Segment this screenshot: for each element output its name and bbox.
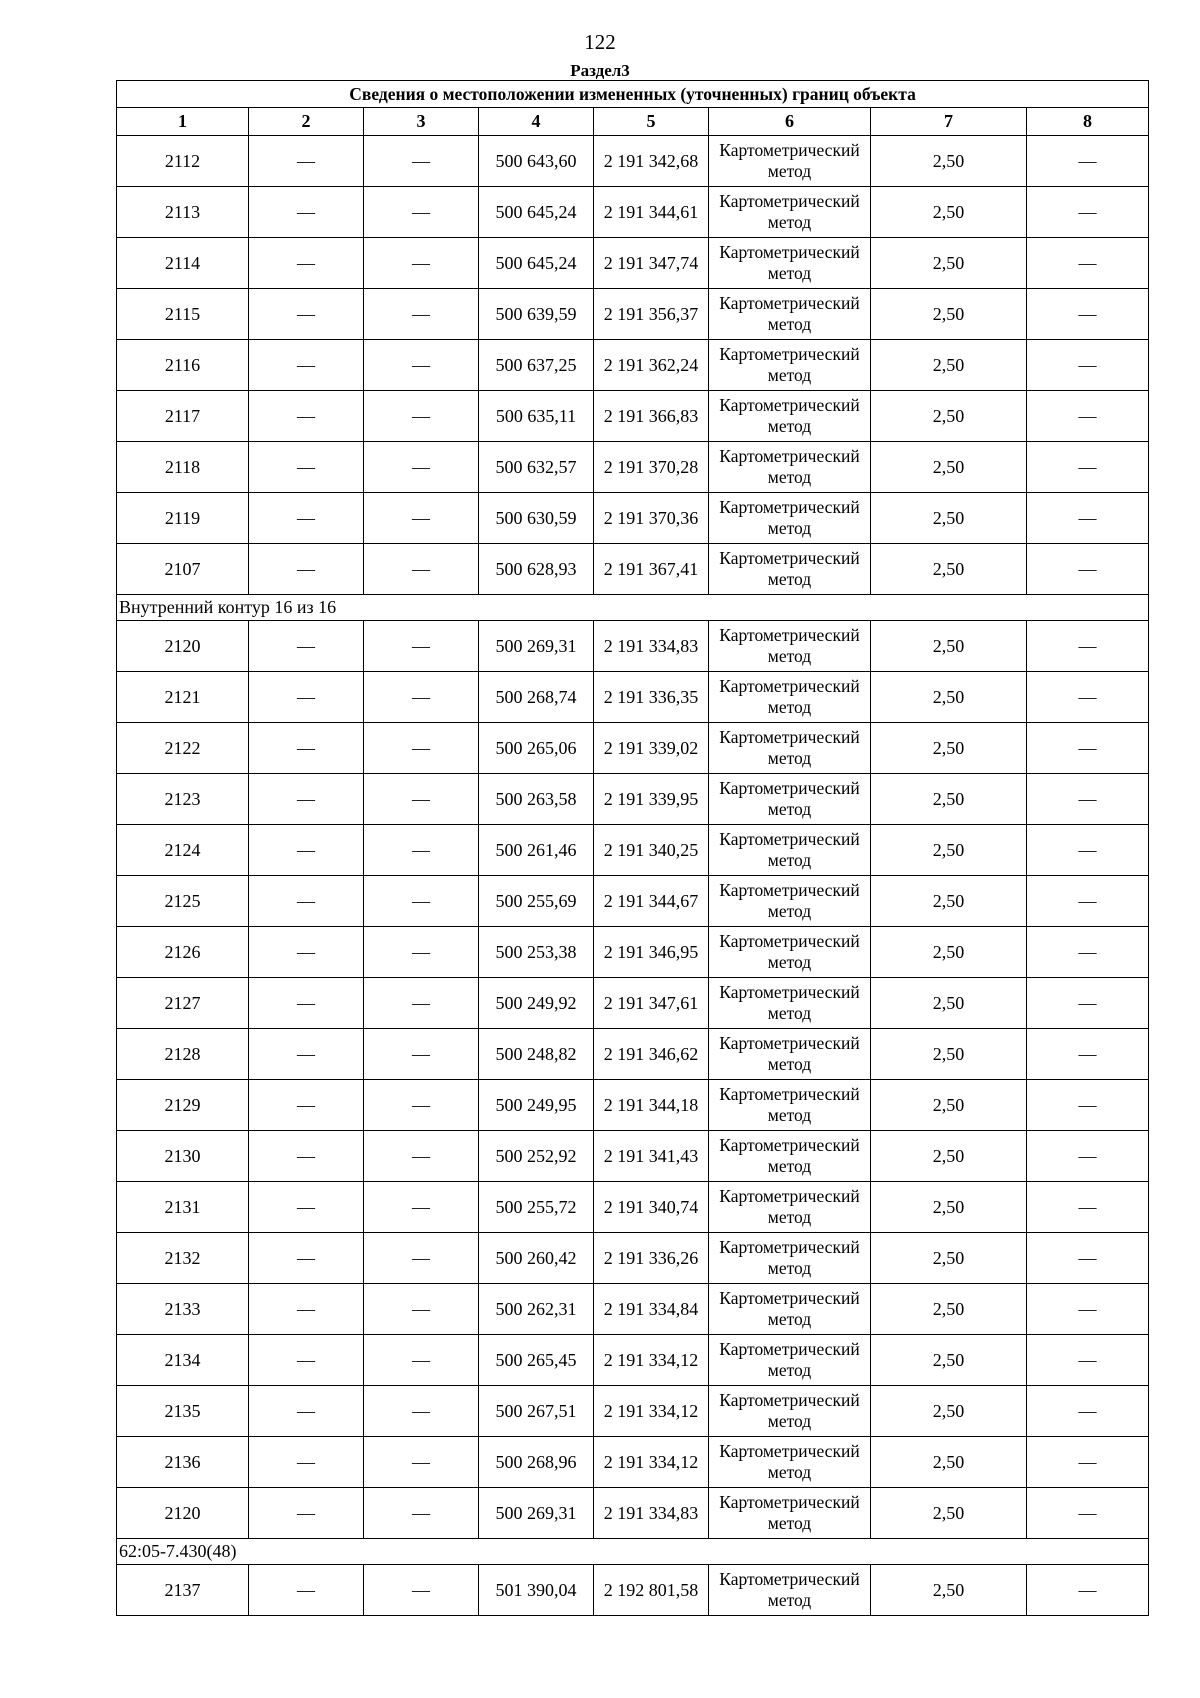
col2-cell: — [249,1437,364,1488]
col3-cell: — [364,1182,479,1233]
table-row [117,289,1149,340]
point-number-cell: 2127 [117,978,249,1029]
y-coordinate-cell: 2 191 347,74 [594,238,709,289]
col8-cell: — [1027,825,1149,876]
accuracy-cell: 2,50 [871,621,1027,672]
x-coordinate-cell: 500 269,31 [479,621,594,672]
table-row [117,1182,1149,1233]
x-coordinate-cell: 500 268,74 [479,672,594,723]
column-number: 6 [709,108,871,136]
accuracy-cell: 2,50 [871,187,1027,238]
col2-cell: — [249,621,364,672]
col3-cell: — [364,876,479,927]
col2-cell: — [249,1565,364,1616]
column-number: 2 [249,108,364,136]
x-coordinate-cell: 500 255,69 [479,876,594,927]
x-coordinate-cell: 500 269,31 [479,1488,594,1539]
table-row [117,238,1149,289]
x-coordinate-cell: 500 249,95 [479,1080,594,1131]
col3-cell: — [364,1488,479,1539]
col2-cell: — [249,340,364,391]
method-cell: Картометрический метод [709,1488,871,1539]
method-cell: Картометрический метод [709,1233,871,1284]
table-row [117,876,1149,927]
y-coordinate-cell: 2 191 367,41 [594,544,709,595]
column-number: 3 [364,108,479,136]
y-coordinate-cell: 2 191 362,24 [594,340,709,391]
table-row [117,621,1149,672]
col2-cell: — [249,1131,364,1182]
y-coordinate-cell: 2 191 334,83 [594,621,709,672]
y-coordinate-cell: 2 191 334,12 [594,1386,709,1437]
x-coordinate-cell: 500 255,72 [479,1182,594,1233]
col8-cell: — [1027,1437,1149,1488]
point-number-cell: 2113 [117,187,249,238]
col2-cell: — [249,723,364,774]
method-cell: Картометрический метод [709,1386,871,1437]
section-heading: Внутренний контур 16 из 16 [117,595,1149,621]
point-number-cell: 2118 [117,442,249,493]
x-coordinate-cell: 500 249,92 [479,978,594,1029]
table-row [117,774,1149,825]
accuracy-cell: 2,50 [871,1233,1027,1284]
method-cell: Картометрический метод [709,825,871,876]
table-row [117,1029,1149,1080]
x-coordinate-cell: 500 630,59 [479,493,594,544]
method-cell: Картометрический метод [709,136,871,187]
method-cell: Картометрический метод [709,1565,871,1616]
accuracy-cell: 2,50 [871,723,1027,774]
y-coordinate-cell: 2 191 344,67 [594,876,709,927]
accuracy-cell: 2,50 [871,1335,1027,1386]
x-coordinate-cell: 500 645,24 [479,238,594,289]
accuracy-cell: 2,50 [871,774,1027,825]
accuracy-cell: 2,50 [871,672,1027,723]
y-coordinate-cell: 2 191 334,83 [594,1488,709,1539]
table-row [117,1386,1149,1437]
col2-cell: — [249,1386,364,1437]
point-number-cell: 2115 [117,289,249,340]
table-row [117,1488,1149,1539]
point-number-cell: 2117 [117,391,249,442]
col3-cell: — [364,544,479,595]
method-cell: Картометрический метод [709,978,871,1029]
col3-cell: — [364,289,479,340]
col3-cell: — [364,1565,479,1616]
col3-cell: — [364,1080,479,1131]
col2-cell: — [249,238,364,289]
x-coordinate-cell: 500 263,58 [479,774,594,825]
table-title: Сведения о местоположении измененных (уточненных) границ объекта [117,81,1149,108]
col8-cell: — [1027,1131,1149,1182]
col8-cell: — [1027,1386,1149,1437]
table-row [117,442,1149,493]
y-coordinate-cell: 2 191 344,18 [594,1080,709,1131]
point-number-cell: 2124 [117,825,249,876]
y-coordinate-cell: 2 191 346,95 [594,927,709,978]
col8-cell: — [1027,238,1149,289]
col8-cell: — [1027,187,1149,238]
col2-cell: — [249,391,364,442]
col3-cell: — [364,1284,479,1335]
col8-cell: — [1027,1565,1149,1616]
method-cell: Картометрический метод [709,774,871,825]
y-coordinate-cell: 2 192 801,58 [594,1565,709,1616]
col2-cell: — [249,927,364,978]
point-number-cell: 2107 [117,544,249,595]
table-row [117,927,1149,978]
x-coordinate-cell: 500 265,06 [479,723,594,774]
point-number-cell: 2120 [117,1488,249,1539]
accuracy-cell: 2,50 [871,1182,1027,1233]
y-coordinate-cell: 2 191 340,74 [594,1182,709,1233]
col3-cell: — [364,621,479,672]
point-number-cell: 2121 [117,672,249,723]
y-coordinate-cell: 2 191 334,12 [594,1437,709,1488]
y-coordinate-cell: 2 191 340,25 [594,825,709,876]
y-coordinate-cell: 2 191 356,37 [594,289,709,340]
accuracy-cell: 2,50 [871,1437,1027,1488]
table-title-row [117,81,1149,108]
y-coordinate-cell: 2 191 334,84 [594,1284,709,1335]
table-row [117,1437,1149,1488]
point-number-cell: 2133 [117,1284,249,1335]
table-row [117,1233,1149,1284]
y-coordinate-cell: 2 191 336,35 [594,672,709,723]
x-coordinate-cell: 500 639,59 [479,289,594,340]
y-coordinate-cell: 2 191 341,43 [594,1131,709,1182]
table-row [117,544,1149,595]
accuracy-cell: 2,50 [871,927,1027,978]
col3-cell: — [364,493,479,544]
method-cell: Картометрический метод [709,493,871,544]
accuracy-cell: 2,50 [871,136,1027,187]
col8-cell: — [1027,927,1149,978]
point-number-cell: 2130 [117,1131,249,1182]
y-coordinate-cell: 2 191 342,68 [594,136,709,187]
accuracy-cell: 2,50 [871,544,1027,595]
col8-cell: — [1027,978,1149,1029]
col3-cell: — [364,825,479,876]
x-coordinate-cell: 500 253,38 [479,927,594,978]
col2-cell: — [249,825,364,876]
x-coordinate-cell: 500 262,31 [479,1284,594,1335]
section-heading-row [117,1539,1149,1565]
col8-cell: — [1027,672,1149,723]
col2-cell: — [249,442,364,493]
col3-cell: — [364,1386,479,1437]
table-row [117,1131,1149,1182]
section-heading-row [117,595,1149,621]
table-row [117,1284,1149,1335]
table-row [117,723,1149,774]
accuracy-cell: 2,50 [871,493,1027,544]
col2-cell: — [249,1080,364,1131]
accuracy-cell: 2,50 [871,1488,1027,1539]
col2-cell: — [249,774,364,825]
col2-cell: — [249,1335,364,1386]
method-cell: Картометрический метод [709,672,871,723]
x-coordinate-cell: 500 265,45 [479,1335,594,1386]
accuracy-cell: 2,50 [871,340,1027,391]
table-row [117,1335,1149,1386]
col8-cell: — [1027,1233,1149,1284]
table-row [117,978,1149,1029]
col8-cell: — [1027,876,1149,927]
y-coordinate-cell: 2 191 344,61 [594,187,709,238]
col8-cell: — [1027,442,1149,493]
col2-cell: — [249,672,364,723]
y-coordinate-cell: 2 191 370,36 [594,493,709,544]
x-coordinate-cell: 500 252,92 [479,1131,594,1182]
column-number-row [117,108,1149,136]
col2-cell: — [249,289,364,340]
col2-cell: — [249,978,364,1029]
point-number-cell: 2122 [117,723,249,774]
x-coordinate-cell: 501 390,04 [479,1565,594,1616]
page-number: 122 [584,30,616,54]
table-row [117,1565,1149,1616]
col3-cell: — [364,187,479,238]
col2-cell: — [249,493,364,544]
accuracy-cell: 2,50 [871,442,1027,493]
x-coordinate-cell: 500 643,60 [479,136,594,187]
y-coordinate-cell: 2 191 336,26 [594,1233,709,1284]
col2-cell: — [249,1182,364,1233]
accuracy-cell: 2,50 [871,1080,1027,1131]
point-number-cell: 2120 [117,621,249,672]
column-number: 8 [1027,108,1149,136]
col8-cell: — [1027,391,1149,442]
col8-cell: — [1027,136,1149,187]
y-coordinate-cell: 2 191 339,95 [594,774,709,825]
method-cell: Картометрический метод [709,927,871,978]
x-coordinate-cell: 500 637,25 [479,340,594,391]
column-number: 7 [871,108,1027,136]
point-number-cell: 2134 [117,1335,249,1386]
col3-cell: — [364,340,479,391]
col8-cell: — [1027,1029,1149,1080]
col2-cell: — [249,1488,364,1539]
col3-cell: — [364,927,479,978]
accuracy-cell: 2,50 [871,391,1027,442]
table-body [117,136,1149,1616]
column-number: 4 [479,108,594,136]
method-cell: Картометрический метод [709,340,871,391]
accuracy-cell: 2,50 [871,1284,1027,1335]
x-coordinate-cell: 500 632,57 [479,442,594,493]
method-cell: Картометрический метод [709,1284,871,1335]
table-row [117,825,1149,876]
col8-cell: — [1027,289,1149,340]
method-cell: Картометрический метод [709,289,871,340]
col8-cell: — [1027,544,1149,595]
y-coordinate-cell: 2 191 347,61 [594,978,709,1029]
accuracy-cell: 2,50 [871,1386,1027,1437]
col8-cell: — [1027,723,1149,774]
table-row [117,136,1149,187]
col3-cell: — [364,136,479,187]
point-number-cell: 2137 [117,1565,249,1616]
col3-cell: — [364,1233,479,1284]
accuracy-cell: 2,50 [871,978,1027,1029]
col3-cell: — [364,723,479,774]
section-heading: 62:05-7.430(48) [117,1539,1149,1565]
method-cell: Картометрический метод [709,1131,871,1182]
col8-cell: — [1027,1488,1149,1539]
col3-cell: — [364,1335,479,1386]
col3-cell: — [364,442,479,493]
accuracy-cell: 2,50 [871,876,1027,927]
table-row [117,187,1149,238]
method-cell: Картометрический метод [709,876,871,927]
x-coordinate-cell: 500 268,96 [479,1437,594,1488]
y-coordinate-cell: 2 191 370,28 [594,442,709,493]
method-cell: Картометрический метод [709,442,871,493]
col3-cell: — [364,391,479,442]
col3-cell: — [364,238,479,289]
section-label: Раздел3 [570,61,630,80]
method-cell: Картометрический метод [709,1335,871,1386]
method-cell: Картометрический метод [709,1182,871,1233]
method-cell: Картометрический метод [709,1437,871,1488]
method-cell: Картометрический метод [709,723,871,774]
column-number: 1 [117,108,249,136]
col3-cell: — [364,1029,479,1080]
accuracy-cell: 2,50 [871,238,1027,289]
point-number-cell: 2119 [117,493,249,544]
accuracy-cell: 2,50 [871,289,1027,340]
col8-cell: — [1027,1080,1149,1131]
accuracy-cell: 2,50 [871,1131,1027,1182]
point-number-cell: 2125 [117,876,249,927]
method-cell: Картометрический метод [709,238,871,289]
col3-cell: — [364,1437,479,1488]
table-row [117,672,1149,723]
method-cell: Картометрический метод [709,1080,871,1131]
x-coordinate-cell: 500 260,42 [479,1233,594,1284]
x-coordinate-cell: 500 261,46 [479,825,594,876]
point-number-cell: 2116 [117,340,249,391]
table-row [117,340,1149,391]
col2-cell: — [249,136,364,187]
col3-cell: — [364,672,479,723]
x-coordinate-cell: 500 628,93 [479,544,594,595]
table-row [117,391,1149,442]
y-coordinate-cell: 2 191 346,62 [594,1029,709,1080]
point-number-cell: 2123 [117,774,249,825]
point-number-cell: 2129 [117,1080,249,1131]
col3-cell: — [364,774,479,825]
point-number-cell: 2128 [117,1029,249,1080]
col8-cell: — [1027,774,1149,825]
col8-cell: — [1027,1284,1149,1335]
col8-cell: — [1027,1335,1149,1386]
col3-cell: — [364,1131,479,1182]
method-cell: Картометрический метод [709,544,871,595]
method-cell: Картометрический метод [709,391,871,442]
col8-cell: — [1027,621,1149,672]
method-cell: Картометрический метод [709,187,871,238]
table-row [117,1080,1149,1131]
accuracy-cell: 2,50 [871,1029,1027,1080]
col8-cell: — [1027,340,1149,391]
x-coordinate-cell: 500 635,11 [479,391,594,442]
coordinates-table [116,80,1149,1616]
table-row [117,493,1149,544]
col2-cell: — [249,187,364,238]
col2-cell: — [249,1029,364,1080]
point-number-cell: 2126 [117,927,249,978]
col2-cell: — [249,1233,364,1284]
column-number: 5 [594,108,709,136]
point-number-cell: 2112 [117,136,249,187]
y-coordinate-cell: 2 191 366,83 [594,391,709,442]
col8-cell: — [1027,1182,1149,1233]
x-coordinate-cell: 500 645,24 [479,187,594,238]
accuracy-cell: 2,50 [871,1565,1027,1616]
col2-cell: — [249,1284,364,1335]
col8-cell: — [1027,493,1149,544]
point-number-cell: 2131 [117,1182,249,1233]
y-coordinate-cell: 2 191 334,12 [594,1335,709,1386]
point-number-cell: 2135 [117,1386,249,1437]
accuracy-cell: 2,50 [871,825,1027,876]
method-cell: Картометрический метод [709,1029,871,1080]
col3-cell: — [364,978,479,1029]
col2-cell: — [249,876,364,927]
point-number-cell: 2114 [117,238,249,289]
method-cell: Картометрический метод [709,621,871,672]
point-number-cell: 2132 [117,1233,249,1284]
y-coordinate-cell: 2 191 339,02 [594,723,709,774]
col2-cell: — [249,544,364,595]
x-coordinate-cell: 500 267,51 [479,1386,594,1437]
x-coordinate-cell: 500 248,82 [479,1029,594,1080]
point-number-cell: 2136 [117,1437,249,1488]
